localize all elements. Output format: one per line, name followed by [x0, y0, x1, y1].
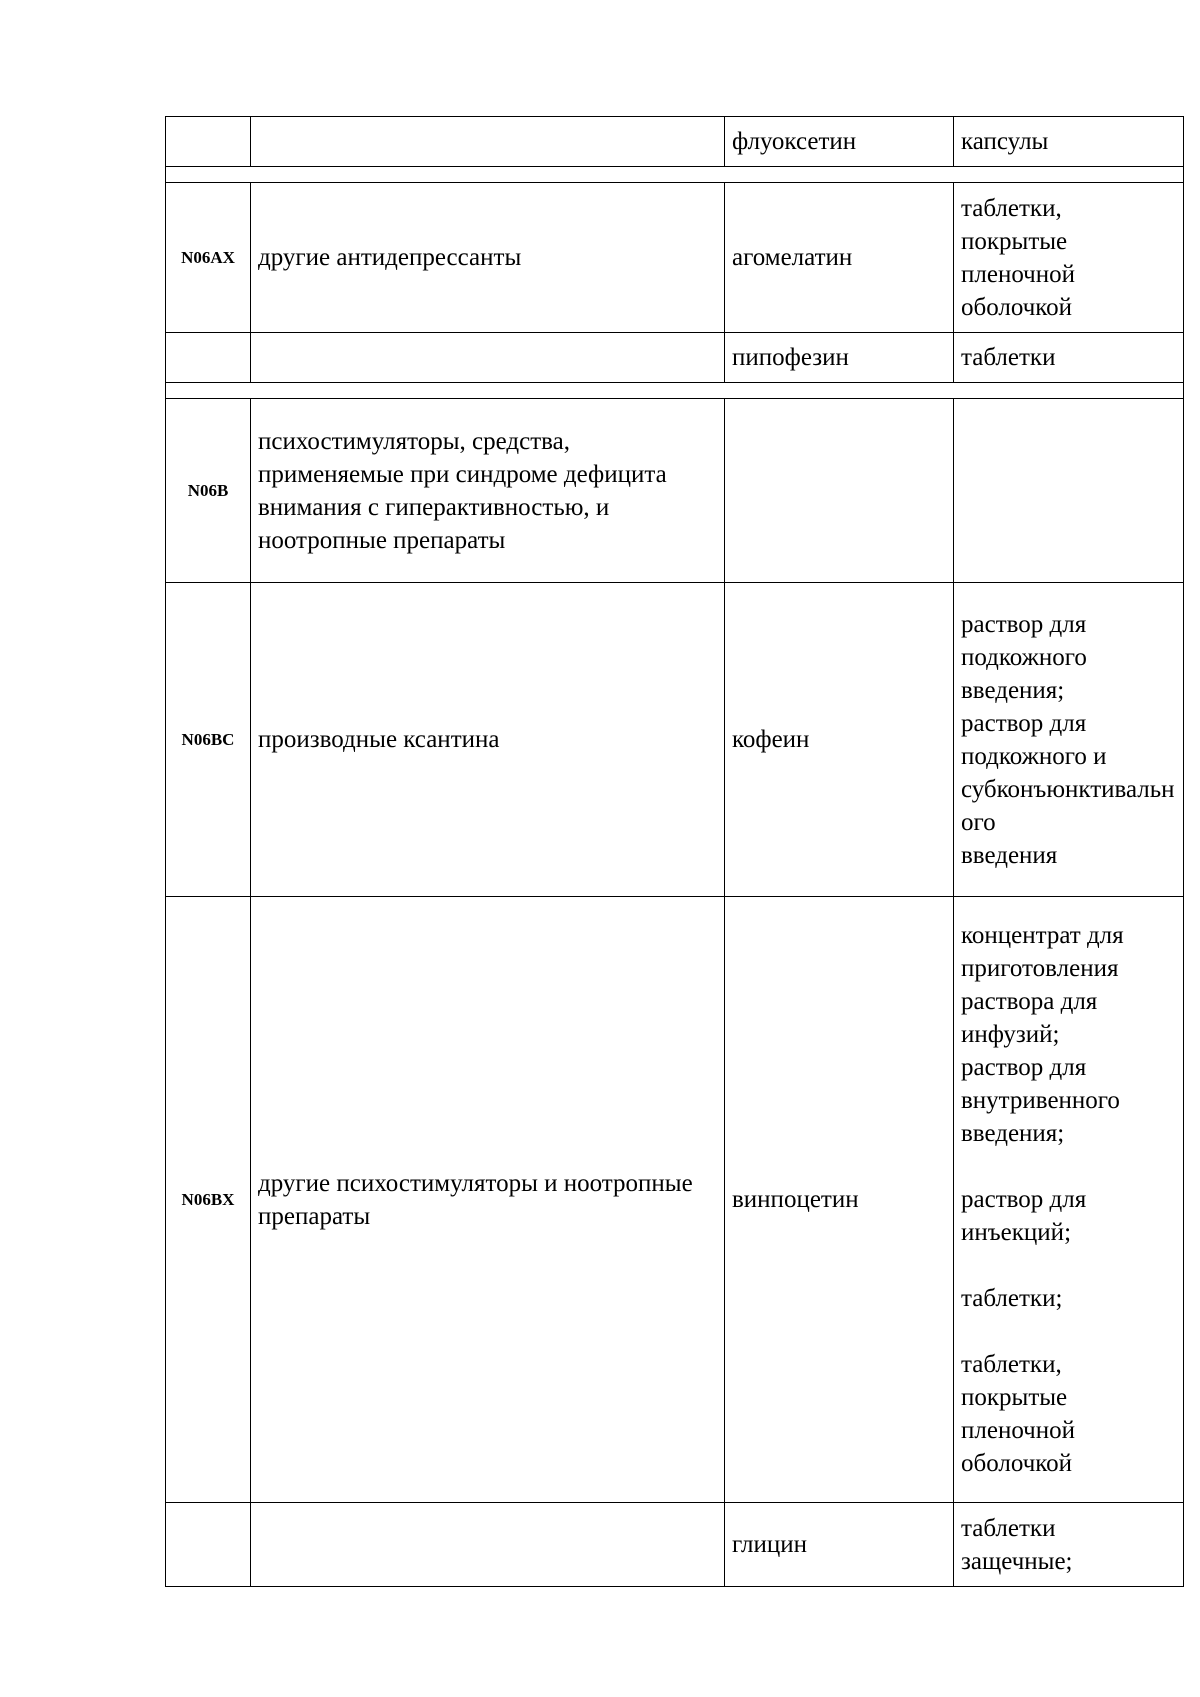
atc-code-cell: N06BC — [166, 583, 251, 897]
inn-cell — [725, 399, 954, 583]
table-row — [166, 399, 1184, 583]
drug-table — [165, 116, 1184, 1587]
inn-cell: кофеин — [725, 583, 954, 897]
group-name-cell: производные ксантина — [251, 583, 725, 897]
inn-cell: винпоцетин — [725, 897, 954, 1503]
dosage-form-cell: концентрат для приготовления раствора для инфузий; раствор для внутривенного введения; раствор для инъекций; таблетки; таблетки, покрытые пленочной оболочкой — [954, 897, 1184, 1503]
group-name-cell: психостимуляторы, средства, применяемые при синдроме дефицита внимания с гиперактивностью, и ноотропные препараты — [251, 399, 725, 583]
table-row — [166, 117, 1184, 167]
group-name-cell — [251, 117, 725, 167]
dosage-form-cell: таблетки — [954, 333, 1184, 383]
dosage-form-cell — [954, 399, 1184, 583]
dosage-form-cell: таблетки защечные; — [954, 1503, 1184, 1587]
atc-code-cell — [166, 333, 251, 383]
table-row — [166, 333, 1184, 383]
inn-cell: глицин — [725, 1503, 954, 1587]
table-row — [166, 183, 1184, 333]
inn-cell: флуоксетин — [725, 117, 954, 167]
dosage-form-cell: таблетки, покрытые пленочной оболочкой — [954, 183, 1184, 333]
atc-code-cell — [166, 117, 251, 167]
section-divider — [166, 167, 1184, 183]
dosage-form-cell: капсулы — [954, 117, 1184, 167]
inn-cell: агомелатин — [725, 183, 954, 333]
table-row — [166, 583, 1184, 897]
atc-code-cell: N06AX — [166, 183, 251, 333]
group-name-cell — [251, 1503, 725, 1587]
group-name-cell: другие психостимуляторы и ноотропные препараты — [251, 897, 725, 1503]
atc-code-cell: N06B — [166, 399, 251, 583]
section-divider — [166, 383, 1184, 399]
table-row — [166, 1503, 1184, 1587]
group-name-cell: другие антидепрессанты — [251, 183, 725, 333]
atc-code-cell — [166, 1503, 251, 1587]
group-name-cell — [251, 333, 725, 383]
table-row — [166, 897, 1184, 1503]
inn-cell: пипофезин — [725, 333, 954, 383]
dosage-form-cell: раствор для подкожного введения; раствор для подкожного и субконъюнктивального введения — [954, 583, 1184, 897]
atc-code-cell: N06BX — [166, 897, 251, 1503]
